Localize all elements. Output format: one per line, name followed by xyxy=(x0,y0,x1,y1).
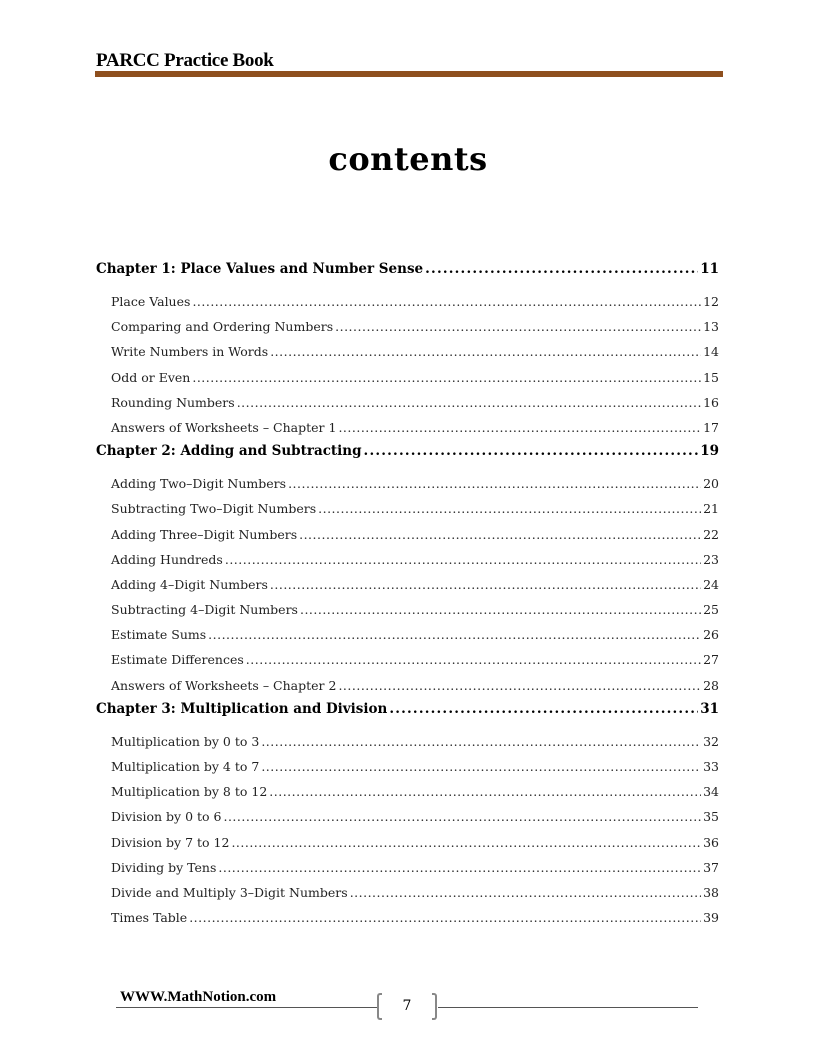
toc-entry[interactable] xyxy=(96,855,719,880)
entry-title: Times Table xyxy=(111,910,188,926)
toc-entry[interactable] xyxy=(96,415,719,440)
dot-leader xyxy=(299,522,701,547)
dot-leader xyxy=(288,471,701,496)
toc-entry[interactable] xyxy=(96,572,719,597)
entry-page-number: 36 xyxy=(703,834,719,850)
chapter-heading[interactable] xyxy=(96,258,719,281)
toc-entry[interactable] xyxy=(96,597,719,622)
entry-title: Odd or Even xyxy=(111,369,191,385)
dot-leader xyxy=(231,830,701,855)
toc-entry[interactable] xyxy=(96,830,719,855)
toc-entry[interactable] xyxy=(96,522,719,547)
entry-page-number: 14 xyxy=(703,344,719,360)
chapter-page-number: 11 xyxy=(700,261,719,277)
entry-title: Dividing by Tens xyxy=(111,859,217,875)
entry-page-number: 32 xyxy=(703,733,719,749)
page-number: 7 xyxy=(402,998,412,1014)
chapter-heading[interactable] xyxy=(96,440,719,463)
entry-title: Subtracting Two–Digit Numbers xyxy=(111,501,317,517)
entry-title: Write Numbers in Words xyxy=(111,344,269,360)
entry-page-number: 34 xyxy=(703,784,719,800)
toc-entry[interactable] xyxy=(96,804,719,829)
entry-page-number: 37 xyxy=(703,859,719,875)
entry-page-number: 38 xyxy=(703,884,719,900)
entry-page-number: 12 xyxy=(703,294,719,309)
dot-leader xyxy=(389,698,698,721)
toc-entry[interactable] xyxy=(96,905,719,930)
entry-page-number: 21 xyxy=(703,501,719,517)
chapter-page-number: 31 xyxy=(700,700,719,717)
dot-leader xyxy=(300,597,701,622)
chapter-title: Chapter 3: Multiplication and Division xyxy=(96,700,388,717)
toc-entry[interactable] xyxy=(96,647,719,672)
dot-leader xyxy=(425,258,698,281)
toc-chapter-2 xyxy=(96,440,719,698)
chapter-title: Chapter 2: Adding and Subtracting xyxy=(96,443,362,460)
entry-page-number: 15 xyxy=(703,369,719,385)
entry-title: Multiplication by 8 to 12 xyxy=(111,784,268,800)
entry-title: Adding Three–Digit Numbers xyxy=(111,526,298,542)
toc-entry[interactable] xyxy=(96,880,719,905)
dot-leader xyxy=(350,880,701,905)
entry-page-number: 35 xyxy=(703,809,719,825)
toc-entry[interactable] xyxy=(96,365,719,390)
entry-page-number: 13 xyxy=(703,319,719,335)
page-title: contents xyxy=(328,140,488,178)
entry-page-number: 22 xyxy=(703,526,719,542)
entry-title: Division by 7 to 12 xyxy=(111,834,230,850)
toc-entry[interactable] xyxy=(96,496,719,521)
entry-page-number: 27 xyxy=(703,652,719,668)
entry-title: Multiplication by 0 to 3 xyxy=(111,733,260,749)
entry-page-number: 24 xyxy=(703,576,719,592)
dot-leader xyxy=(335,314,701,339)
dot-leader xyxy=(208,622,701,647)
right-bracket-icon xyxy=(432,993,437,1020)
dot-leader xyxy=(192,289,701,314)
toc-chapter-3 xyxy=(96,698,719,931)
entry-title: Adding Two–Digit Numbers xyxy=(111,476,287,492)
dot-leader xyxy=(261,754,701,779)
entry-title: Estimate Sums xyxy=(111,627,207,643)
chapter-page-number: 19 xyxy=(700,443,719,460)
entry-title: Divide and Multiply 3–Digit Numbers xyxy=(111,884,348,900)
entry-page-number: 39 xyxy=(703,910,719,926)
dot-leader xyxy=(189,905,701,930)
dot-leader xyxy=(223,804,701,829)
entry-page-number: 26 xyxy=(703,627,719,643)
chapter-heading[interactable] xyxy=(96,698,719,721)
entry-page-number: 17 xyxy=(703,419,719,435)
entry-title: Rounding Numbers xyxy=(111,394,235,410)
dot-leader xyxy=(364,440,699,463)
entry-page-number: 28 xyxy=(703,677,719,693)
toc-entry[interactable] xyxy=(96,547,719,572)
toc-entry[interactable] xyxy=(96,622,719,647)
dot-leader xyxy=(192,365,701,390)
table-of-contents xyxy=(96,258,719,930)
entry-title: Adding Hundreds xyxy=(111,551,223,567)
toc-chapter-1 xyxy=(96,258,719,440)
entry-title: Answers of Worksheets – Chapter 2 xyxy=(111,677,337,693)
toc-entry[interactable] xyxy=(96,729,719,754)
toc-entry[interactable] xyxy=(96,314,719,339)
dot-leader xyxy=(225,547,701,572)
toc-entry[interactable] xyxy=(96,779,719,804)
chapter-title: Chapter 1: Place Values and Number Sense xyxy=(96,261,424,277)
toc-entry[interactable] xyxy=(96,471,719,496)
entry-title: Estimate Differences xyxy=(111,652,244,668)
dot-leader xyxy=(237,390,701,415)
dot-leader xyxy=(338,673,701,698)
dot-leader xyxy=(270,339,701,364)
dot-leader xyxy=(218,855,701,880)
entry-title: Answers of Worksheets – Chapter 1 xyxy=(111,419,337,435)
header-rule xyxy=(95,71,723,77)
toc-entry[interactable] xyxy=(96,673,719,698)
entry-title: Comparing and Ordering Numbers xyxy=(111,319,334,335)
dot-leader xyxy=(261,729,701,754)
footer-rule-left xyxy=(116,1007,378,1008)
entry-title: Place Values xyxy=(111,294,191,309)
dot-leader xyxy=(270,572,701,597)
dot-leader xyxy=(246,647,701,672)
book-title: PARCC Practice Book xyxy=(96,50,274,71)
entry-page-number: 25 xyxy=(703,602,719,618)
entry-page-number: 23 xyxy=(703,551,719,567)
dot-leader xyxy=(338,415,701,440)
toc-entry[interactable] xyxy=(96,390,719,415)
toc-entry[interactable] xyxy=(96,339,719,364)
entry-page-number: 33 xyxy=(703,759,719,774)
entry-title: Subtracting 4–Digit Numbers xyxy=(111,602,298,618)
dot-leader xyxy=(269,779,701,804)
entry-title: Division by 0 to 6 xyxy=(111,809,222,825)
footer-rule-right xyxy=(438,1007,698,1008)
toc-entry[interactable] xyxy=(96,754,719,779)
entry-page-number: 16 xyxy=(703,394,719,410)
entry-page-number: 20 xyxy=(703,476,719,492)
toc-entry[interactable] xyxy=(96,289,719,314)
entry-title: Multiplication by 4 to 7 xyxy=(111,759,260,774)
entry-title: Adding 4–Digit Numbers xyxy=(111,576,268,592)
footer-website: WWW.MathNotion.com xyxy=(120,989,277,1005)
dot-leader xyxy=(318,496,701,521)
